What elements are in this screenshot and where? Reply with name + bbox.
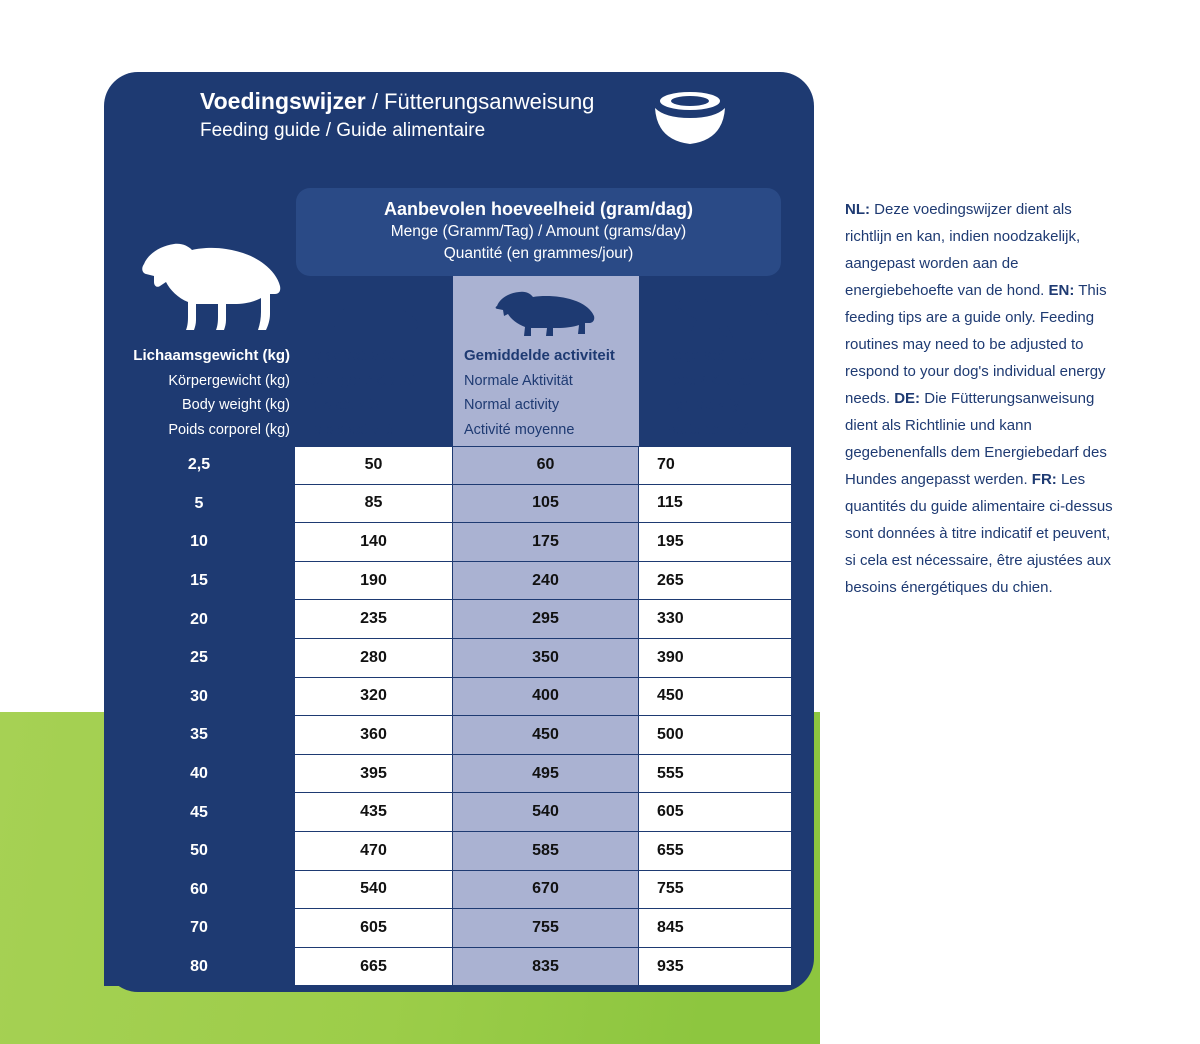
note-text-fr: Les quantités du guide alimentaire ci-dessus sont données à titre indicatif et peuvent, si cela est nécessaire, être ajustées aux besoins énergétiques du chien. [845,471,1113,596]
cell-high-activity: 390 [639,639,791,678]
cell-high-activity: 450 [639,678,791,717]
dog-standing-icon [487,282,605,344]
body-weight-header [100,344,290,442]
table-row [104,716,794,755]
cell-normal-activity: 495 [453,755,639,794]
white-right-block [820,712,1200,1044]
cell-high-activity: 195 [639,523,791,562]
amount-banner-line1: Aanbevolen hoeveelheid (gram/dag) [383,199,694,219]
cell-low-activity: 190 [294,562,453,601]
cell-high-activity: 70 [639,446,791,485]
cell-body-weight: 35 [104,716,294,755]
note-text-de: Die Fütterungsanweisung dient als Richtlinie und kann gegebenenfalls dem Energiebedarf des Hundes angepasst werden. [845,390,1107,488]
cell-body-weight: 2,5 [104,446,294,485]
cell-low-activity: 320 [294,678,453,717]
page-title-de: / Fütterungsanweisung [365,89,595,114]
cell-high-activity: 755 [639,871,791,910]
table-row [104,755,794,794]
body-weight-label-en: Body weight (kg) [182,397,290,413]
cell-high-activity: 330 [639,600,791,639]
feeding-table-body [104,446,794,986]
cell-normal-activity: 755 [453,909,639,948]
amount-banner-line2: Menge (Gramm/Tag) / Amount (grams/day) [390,223,687,240]
normal-activity-labels [464,344,615,442]
cell-low-activity: 665 [294,948,453,987]
cell-high-activity: 555 [639,755,791,794]
cell-low-activity: 140 [294,523,453,562]
note-text-nl: Deze voedingswijzer dient als richtlijn en kan, indien noodzakelijk, aangepast worden aan de energiebehoefte van de hond. [845,201,1081,299]
panel-header [200,86,630,145]
dog-running-icon [669,286,785,344]
low-activity-label-en: Low activity [305,397,380,413]
cell-low-activity: 435 [294,793,453,832]
cell-normal-activity: 60 [453,446,639,485]
cell-high-activity: 845 [639,909,791,948]
cell-high-activity: 265 [639,562,791,601]
cell-body-weight: 10 [104,523,294,562]
note-label-nl: NL: [845,201,870,218]
table-row [104,948,794,987]
table-row [104,909,794,948]
cell-low-activity: 470 [294,832,453,871]
cell-high-activity: 655 [639,832,791,871]
table-row [104,639,794,678]
body-weight-label-nl: Lichaamsgewicht (kg) [133,347,290,364]
cell-low-activity: 235 [294,600,453,639]
page-subtitle: Feeding guide / Guide alimentaire [200,120,486,141]
cell-low-activity: 540 [294,871,453,910]
cell-normal-activity: 175 [453,523,639,562]
recommended-amount-banner [296,188,781,276]
cell-normal-activity: 540 [453,793,639,832]
cell-high-activity: 935 [639,948,791,987]
note-text-en: This feeding tips are a guide only. Feeding routines may need to be adjusted to respond to your dog's individual energy needs. [845,282,1107,407]
cell-body-weight: 70 [104,909,294,948]
cell-body-weight: 80 [104,948,294,987]
normal-activity-label-nl: Gemiddelde activiteit [464,347,615,364]
low-activity-labels [305,344,415,442]
table-row [104,793,794,832]
table-row [104,523,794,562]
cell-body-weight: 30 [104,678,294,717]
cell-body-weight: 40 [104,755,294,794]
cell-body-weight: 45 [104,793,294,832]
table-row [104,678,794,717]
cell-normal-activity: 670 [453,871,639,910]
cell-body-weight: 60 [104,871,294,910]
table-row [104,485,794,524]
low-activity-label-de: Geringer Aktivität [305,372,416,389]
table-row [104,600,794,639]
dog-lying-icon [320,292,432,344]
cell-normal-activity: 450 [453,716,639,755]
amount-banner-line3: Quantité (en grammes/jour) [443,245,634,262]
cell-body-weight: 20 [104,600,294,639]
high-activity-label-nl: Hoge activiteit [662,347,765,364]
body-weight-label-de: Körpergewicht (kg) [168,372,290,389]
table-row [104,871,794,910]
high-activity-label-de: Hohe Aktivität [662,372,751,389]
dog-bowl-icon [645,88,735,150]
cell-normal-activity: 350 [453,639,639,678]
cell-low-activity: 395 [294,755,453,794]
cell-low-activity: 280 [294,639,453,678]
cell-normal-activity: 105 [453,485,639,524]
table-row [104,832,794,871]
table-row [104,446,794,485]
cell-normal-activity: 585 [453,832,639,871]
body-weight-label-fr: Poids corporel (kg) [168,421,290,438]
cell-normal-activity: 400 [453,678,639,717]
cell-low-activity: 50 [294,446,453,485]
note-label-fr: FR: [1031,471,1057,488]
cell-body-weight: 15 [104,562,294,601]
cell-body-weight: 50 [104,832,294,871]
cell-low-activity: 85 [294,485,453,524]
normal-activity-label-de: Normale Aktivität [464,372,573,389]
high-activity-label-en: High activity [662,397,741,413]
normal-activity-label-en: Normal activity [464,397,560,413]
cell-normal-activity: 240 [453,562,639,601]
note-label-en: EN: [1048,282,1075,299]
cell-normal-activity: 295 [453,600,639,639]
cell-body-weight: 5 [104,485,294,524]
cell-normal-activity: 835 [453,948,639,987]
cell-high-activity: 500 [639,716,791,755]
note-label-de: DE: [894,390,921,407]
low-activity-label-nl: Lage activiteit [305,347,406,364]
cell-high-activity: 115 [639,485,791,524]
normal-activity-label-fr: Activité moyenne [464,421,575,438]
cell-body-weight: 25 [104,639,294,678]
cell-low-activity: 360 [294,716,453,755]
low-activity-label-fr: Faible activité [305,421,394,438]
page-title: Voedingswijzer [200,88,366,114]
cell-high-activity: 605 [639,793,791,832]
table-row [104,562,794,601]
high-activity-label-fr: Haute activité [662,421,750,438]
cell-low-activity: 605 [294,909,453,948]
side-notes [845,196,1115,601]
high-activity-labels [662,344,765,442]
